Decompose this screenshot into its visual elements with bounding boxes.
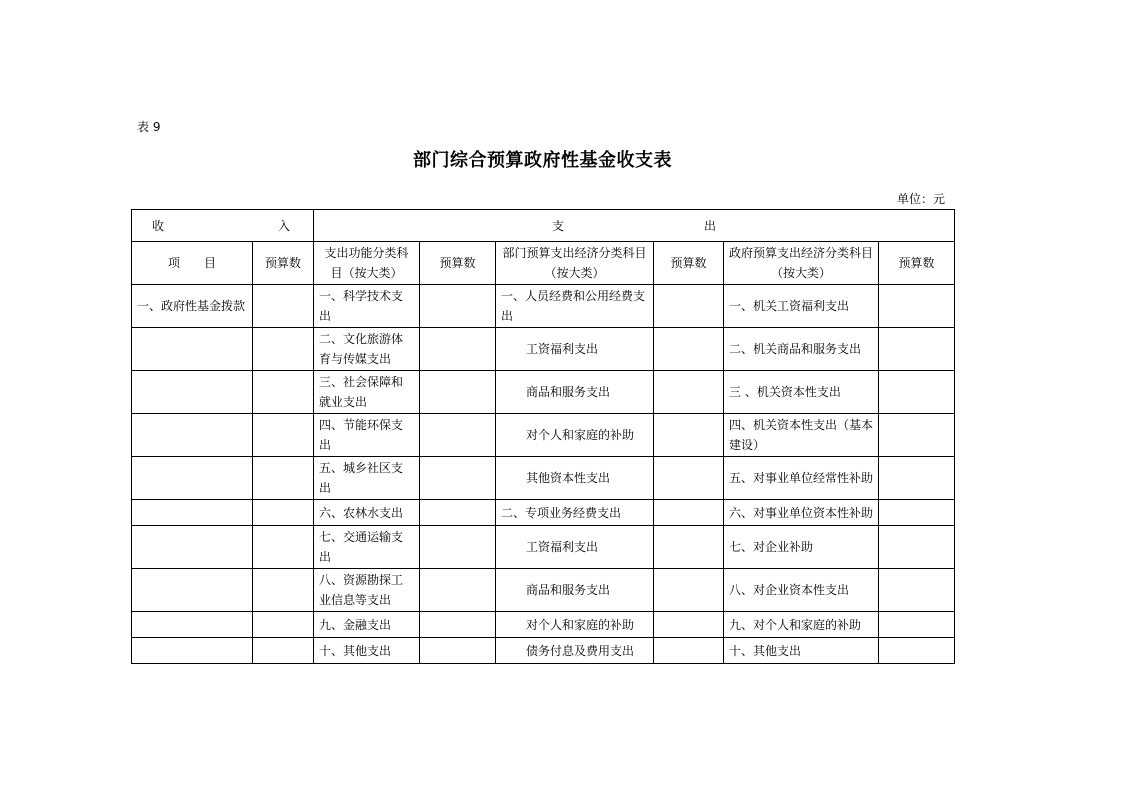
table-row: [132, 414, 955, 457]
col-header-budget-1: 预算数: [253, 242, 314, 285]
income-cell: [132, 638, 253, 664]
budget-cell: [879, 371, 955, 414]
income-header-b: 入: [277, 218, 290, 233]
income-header-a: 收: [152, 218, 165, 233]
budget-cell: [879, 569, 955, 612]
budget-cell: [654, 371, 724, 414]
budget-cell: [654, 285, 724, 328]
budget-cell: [879, 612, 955, 638]
budget-cell: [879, 328, 955, 371]
expenditure-header-a: 支: [551, 218, 564, 233]
budget-cell: [879, 638, 955, 664]
budget-cell: [654, 328, 724, 371]
dept-econ-cell: 二、专项业务经费支出: [496, 500, 654, 526]
col-header-item: 项 目: [132, 242, 253, 285]
dept-econ-cell: 商品和服务支出: [496, 569, 654, 612]
gov-econ-cell: 七、对企业补助: [724, 526, 879, 569]
budget-cell: [420, 328, 496, 371]
budget-cell: [654, 414, 724, 457]
function-cell: 七、交通运输支出: [314, 526, 420, 569]
col-header-budget-3: 预算数: [654, 242, 724, 285]
gov-econ-cell: 三 、机关资本性支出: [724, 371, 879, 414]
budget-table: [131, 209, 955, 664]
budget-cell: [879, 526, 955, 569]
budget-cell: [654, 457, 724, 500]
table-row: [132, 328, 955, 371]
income-cell: [132, 414, 253, 457]
function-cell: 九、金融支出: [314, 612, 420, 638]
budget-cell: [253, 328, 314, 371]
table-row: [132, 457, 955, 500]
budget-cell: [879, 500, 955, 526]
table-row: [132, 500, 955, 526]
income-cell: [132, 500, 253, 526]
budget-cell: [253, 500, 314, 526]
function-cell: 三、社会保障和就业支出: [314, 371, 420, 414]
table-row: [132, 612, 955, 638]
budget-cell: [253, 526, 314, 569]
col-header-gov-econ: 政府预算支出经济分类科目（按大类）: [724, 242, 879, 285]
function-cell: 四、节能环保支出: [314, 414, 420, 457]
income-header: [132, 210, 314, 242]
gov-econ-cell: 十、其他支出: [724, 638, 879, 664]
budget-cell: [654, 500, 724, 526]
function-cell: 八、资源勘探工业信息等支出: [314, 569, 420, 612]
income-cell: [132, 457, 253, 500]
dept-econ-cell: 对个人和家庭的补助: [496, 414, 654, 457]
table-number: 表 9: [137, 120, 161, 134]
budget-cell: [420, 285, 496, 328]
budget-cell: [420, 371, 496, 414]
table-row: [132, 526, 955, 569]
income-cell: [132, 526, 253, 569]
gov-econ-cell: 二、机关商品和服务支出: [724, 328, 879, 371]
dept-econ-cell: 其他资本性支出: [496, 457, 654, 500]
income-cell: [132, 328, 253, 371]
budget-cell: [253, 569, 314, 612]
function-cell: 二、文化旅游体育与传媒支出: [314, 328, 420, 371]
expenditure-header: [314, 210, 955, 242]
budget-cell: [253, 457, 314, 500]
table-row: [132, 285, 955, 328]
gov-econ-cell: 四、机关资本性支出（基本建设）: [724, 414, 879, 457]
budget-cell: [879, 457, 955, 500]
function-cell: 五、城乡社区支出: [314, 457, 420, 500]
income-cell: [132, 612, 253, 638]
col-header-budget-2: 预算数: [420, 242, 496, 285]
income-cell: 一、政府性基金拨款: [132, 285, 253, 328]
budget-cell: [253, 638, 314, 664]
budget-cell: [420, 638, 496, 664]
budget-cell: [253, 285, 314, 328]
budget-cell: [253, 612, 314, 638]
budget-cell: [253, 414, 314, 457]
gov-econ-cell: 九、对个人和家庭的补助: [724, 612, 879, 638]
dept-econ-cell: 债务付息及费用支出: [496, 638, 654, 664]
dept-econ-cell: 一、人员经费和公用经费支出: [496, 285, 654, 328]
dept-econ-cell: 工资福利支出: [496, 526, 654, 569]
budget-cell: [420, 500, 496, 526]
table-row: [132, 371, 955, 414]
budget-cell: [253, 371, 314, 414]
table-row: [132, 638, 955, 664]
col-header-function: 支出功能分类科目（按大类）: [314, 242, 420, 285]
function-cell: 十、其他支出: [314, 638, 420, 664]
gov-econ-cell: 六、对事业单位资本性补助: [724, 500, 879, 526]
budget-cell: [420, 612, 496, 638]
expenditure-header-b: 出: [704, 218, 717, 233]
unit-label: 单位：元: [896, 192, 945, 206]
income-cell: [132, 569, 253, 612]
gov-econ-cell: 五、对事业单位经常性补助: [724, 457, 879, 500]
budget-cell: [654, 526, 724, 569]
function-cell: 一、科学技术支出: [314, 285, 420, 328]
table-row: [132, 569, 955, 612]
function-cell: 六、农林水支出: [314, 500, 420, 526]
budget-cell: [879, 285, 955, 328]
income-cell: [132, 371, 253, 414]
budget-cell: [420, 526, 496, 569]
dept-econ-cell: 对个人和家庭的补助: [496, 612, 654, 638]
col-header-dept-econ: 部门预算支出经济分类科目（按大类）: [496, 242, 654, 285]
gov-econ-cell: 一、机关工资福利支出: [724, 285, 879, 328]
budget-cell: [879, 414, 955, 457]
gov-econ-cell: 八、对企业资本性支出: [724, 569, 879, 612]
budget-cell: [654, 569, 724, 612]
budget-cell: [420, 457, 496, 500]
header-row-top: [132, 210, 955, 242]
col-header-budget-4: 预算数: [879, 242, 955, 285]
page-title: 部门综合预算政府性基金收支表: [413, 150, 672, 171]
header-row-columns: [132, 242, 955, 285]
budget-cell: [654, 638, 724, 664]
budget-cell: [420, 414, 496, 457]
dept-econ-cell: 商品和服务支出: [496, 371, 654, 414]
dept-econ-cell: 工资福利支出: [496, 328, 654, 371]
budget-cell: [420, 569, 496, 612]
budget-cell: [654, 612, 724, 638]
